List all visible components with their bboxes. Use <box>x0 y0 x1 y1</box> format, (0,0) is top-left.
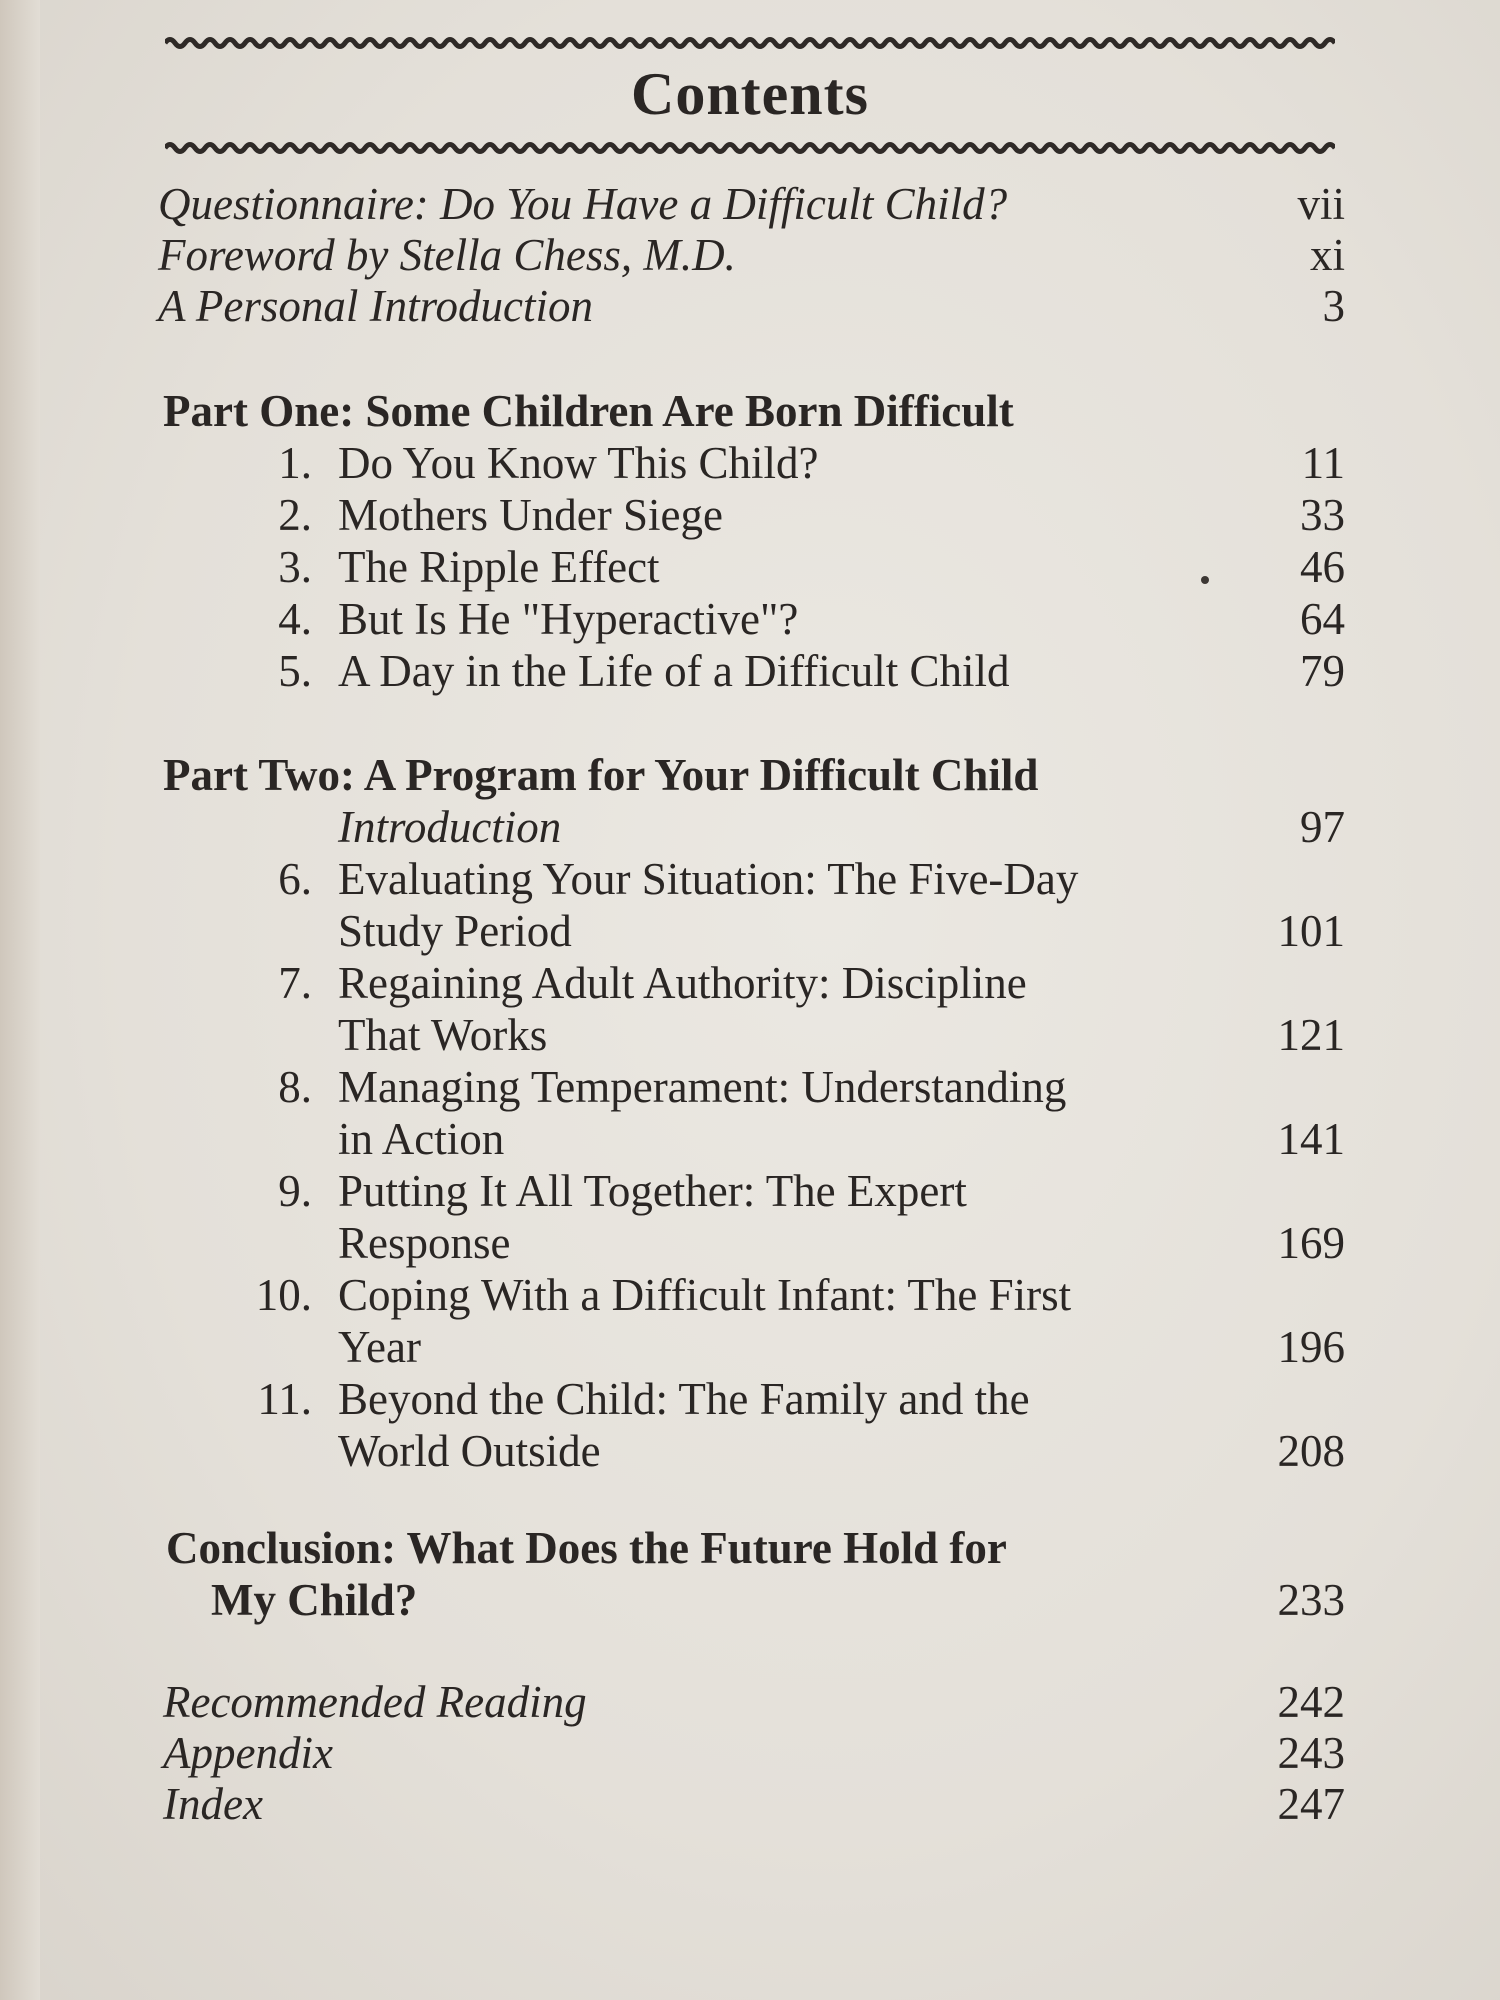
chapter-number: 1. <box>278 438 312 488</box>
toc-page-number: 79 <box>1300 646 1345 696</box>
toc-entry-recommended-reading: Recommended Reading <box>163 1677 587 1727</box>
toc-page-number: 208 <box>1277 1426 1345 1476</box>
chapter-number: 6. <box>278 854 312 904</box>
toc-page-number: 243 <box>1277 1728 1345 1778</box>
chapter-number: 5. <box>278 646 312 696</box>
toc-page-number: 141 <box>1277 1114 1345 1164</box>
conclusion-heading: Conclusion: What Does the Future Hold for <box>166 1523 1007 1573</box>
top-ornamental-rule <box>165 34 1335 52</box>
toc-page-number: 242 <box>1277 1677 1345 1727</box>
toc-entry-personal-introduction: A Personal Introduction <box>158 281 593 331</box>
toc-page-number: 46 <box>1300 542 1345 592</box>
part-two-introduction: Introduction <box>338 802 562 852</box>
chapter-number: 3. <box>278 542 312 592</box>
toc-page-number: 11 <box>1301 438 1345 488</box>
toc-page-number: 64 <box>1300 594 1345 644</box>
ink-speck <box>1201 576 1209 584</box>
toc-page-number: xi <box>1309 230 1345 280</box>
toc-page-number: 196 <box>1277 1322 1345 1372</box>
chapter-title: Regaining Adult Authority: Discipline <box>338 958 1027 1008</box>
toc-page-number: 233 <box>1277 1575 1345 1625</box>
toc-page-number: 121 <box>1277 1010 1345 1060</box>
chapter-title-continued: Response <box>338 1218 511 1268</box>
chapter-title: But Is He "Hyperactive"? <box>338 594 799 644</box>
chapter-title: Do You Know This Child? <box>338 438 819 488</box>
bottom-ornamental-rule <box>165 139 1335 157</box>
chapter-title: Putting It All Together: The Expert <box>338 1166 967 1216</box>
chapter-title-continued: Study Period <box>338 906 572 956</box>
chapter-number: 10. <box>255 1270 312 1320</box>
spine-shadow <box>0 0 40 2000</box>
chapter-number: 7. <box>278 958 312 1008</box>
toc-page-number: 101 <box>1277 906 1345 956</box>
chapter-title: Coping With a Difficult Infant: The First <box>338 1270 1072 1320</box>
toc-entry-questionnaire: Questionnaire: Do You Have a Difficult Child? <box>158 179 1008 229</box>
toc-entry-foreword: Foreword by Stella Chess, M.D. <box>158 230 736 280</box>
chapter-title: A Day in the Life of a Difficult Child <box>338 646 1010 696</box>
chapter-number: 4. <box>278 594 312 644</box>
toc-page-number: 33 <box>1300 490 1345 540</box>
toc-page-number: 247 <box>1277 1779 1345 1829</box>
conclusion-heading-continued: My Child? <box>211 1575 418 1625</box>
chapter-title-continued: in Action <box>338 1114 505 1164</box>
chapter-title: Managing Temperament: Understanding <box>338 1062 1067 1112</box>
toc-page-number: 3 <box>1322 281 1345 331</box>
chapter-title: Evaluating Your Situation: The Five-Day <box>338 854 1079 904</box>
chapter-number: 8. <box>278 1062 312 1112</box>
chapter-title-continued: Year <box>338 1322 421 1372</box>
chapter-title: The Ripple Effect <box>338 542 660 592</box>
chapter-title-continued: That Works <box>338 1010 548 1060</box>
chapter-title-continued: World Outside <box>338 1426 601 1476</box>
toc-entry-appendix: Appendix <box>163 1728 333 1778</box>
toc-page-number: 169 <box>1277 1218 1345 1268</box>
chapter-number: 11. <box>257 1374 312 1424</box>
page-title: Contents <box>630 61 869 127</box>
toc-page-number: vii <box>1297 179 1345 229</box>
chapter-number: 2. <box>278 490 312 540</box>
part-one-heading: Part One: Some Children Are Born Difficult <box>163 386 1014 436</box>
chapter-number: 9. <box>278 1166 312 1216</box>
part-two-heading: Part Two: A Program for Your Difficult Child <box>163 750 1039 800</box>
toc-entry-index: Index <box>163 1779 263 1829</box>
toc-page-number: 97 <box>1300 802 1345 852</box>
chapter-title: Beyond the Child: The Family and the <box>338 1374 1030 1424</box>
chapter-title: Mothers Under Siege <box>338 490 723 540</box>
